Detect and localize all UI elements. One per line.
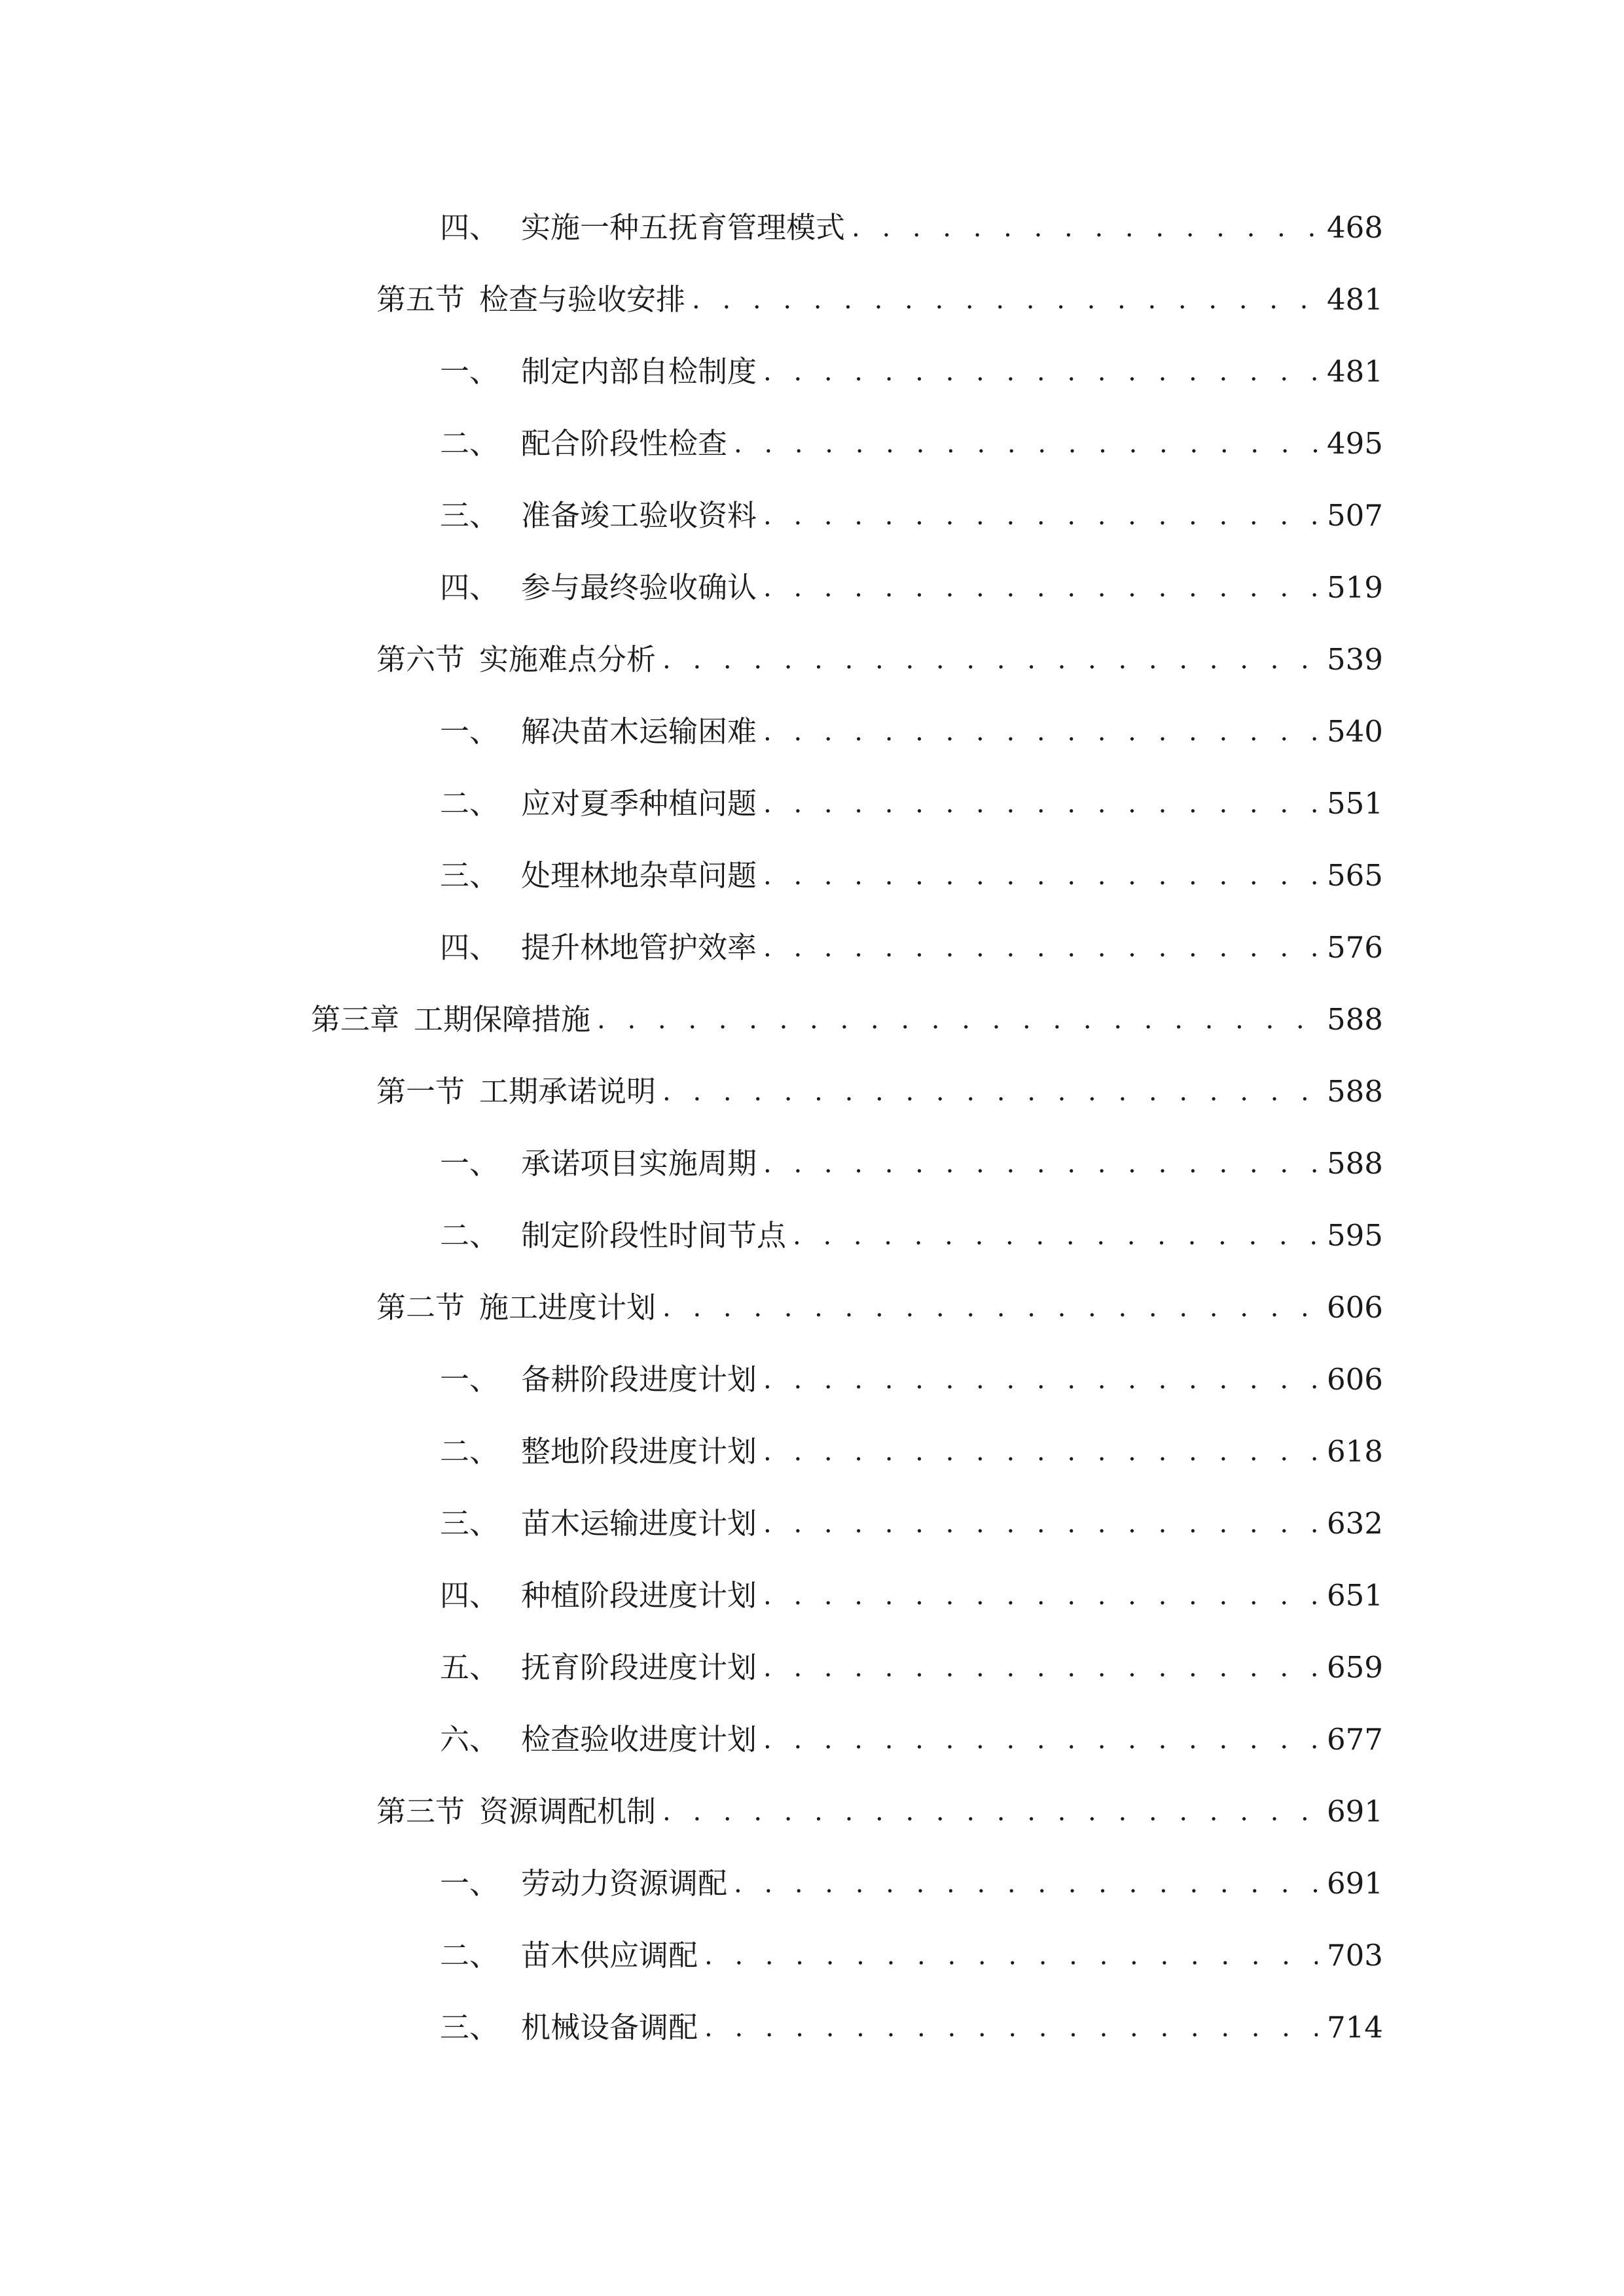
entry-page-number: 691: [1327, 1866, 1383, 1901]
entry-page-number: 703: [1327, 1938, 1383, 1973]
dot-leader: [662, 634, 1318, 686]
entry-page-number: 540: [1327, 714, 1383, 749]
entry-number: 六、: [440, 1722, 499, 1757]
entry-title: 配合阶段性检查: [521, 426, 728, 461]
entry-number: 四、: [440, 210, 499, 245]
toc-entry[interactable]: [440, 922, 1383, 974]
toc-entry[interactable]: [440, 490, 1383, 542]
toc-entry[interactable]: [440, 1713, 1383, 1766]
toc-entry[interactable]: [440, 2001, 1383, 2054]
dot-leader: [662, 1785, 1318, 1838]
entry-number: 一、: [440, 714, 499, 749]
entry-number: 第三节: [376, 1794, 465, 1829]
dot-leader: [662, 1282, 1318, 1334]
toc-entry[interactable]: [440, 1498, 1383, 1550]
entry-page-number: 588: [1327, 1146, 1383, 1181]
entry-page-number: 507: [1327, 498, 1383, 533]
dot-leader: [662, 1066, 1318, 1118]
toc-entry[interactable]: [311, 994, 1383, 1046]
dot-leader: [763, 346, 1318, 398]
entry-title: 资源调配机制: [479, 1794, 657, 1829]
dot-leader: [704, 2001, 1318, 2054]
entry-page-number: 468: [1327, 210, 1383, 245]
entry-number: 四、: [440, 1578, 499, 1613]
dot-leader: [763, 850, 1318, 902]
entry-page-number: 606: [1327, 1290, 1383, 1325]
dot-leader: [734, 1857, 1318, 1910]
entry-title: 整地阶段进度计划: [521, 1434, 757, 1469]
entry-number: 第五节: [376, 282, 465, 317]
entry-number: 三、: [440, 858, 499, 893]
entry-number: 三、: [440, 2010, 499, 2045]
entry-number: 第六节: [376, 642, 465, 677]
toc-entry[interactable]: [376, 1066, 1383, 1118]
entry-title: 苗木供应调配: [521, 1938, 698, 1973]
entry-page-number: 618: [1327, 1434, 1383, 1469]
dot-leader: [763, 922, 1318, 974]
entry-number: 三、: [440, 1506, 499, 1541]
entry-number: 四、: [440, 930, 499, 965]
dot-leader: [852, 202, 1318, 254]
entry-title: 工期承诺说明: [479, 1074, 657, 1109]
entry-title: 机械设备调配: [521, 2010, 698, 2045]
dot-leader: [763, 1426, 1318, 1478]
dot-leader: [763, 706, 1318, 758]
toc-entry[interactable]: [440, 346, 1383, 398]
entry-number: 第一节: [376, 1074, 465, 1109]
entry-number: 二、: [440, 786, 499, 821]
entry-page-number: 714: [1327, 2010, 1383, 2045]
dot-leader: [763, 1713, 1318, 1766]
entry-number: 一、: [440, 1146, 499, 1181]
entry-page-number: 651: [1327, 1578, 1383, 1613]
entry-title: 施工进度计划: [479, 1290, 657, 1325]
toc-entry[interactable]: [440, 850, 1383, 902]
entry-title: 检查验收进度计划: [521, 1722, 757, 1757]
entry-title: 应对夏季种植问题: [521, 786, 757, 821]
toc-entry[interactable]: [440, 1570, 1383, 1622]
toc-entry[interactable]: [440, 1929, 1383, 1982]
dot-leader: [692, 274, 1318, 326]
entry-title: 检查与验收安排: [479, 282, 686, 317]
entry-title: 劳动力资源调配: [521, 1866, 728, 1901]
entry-number: 四、: [440, 570, 499, 605]
entry-number: 二、: [440, 1434, 499, 1469]
toc-entry[interactable]: [440, 1857, 1383, 1910]
toc-entry[interactable]: [376, 1785, 1383, 1838]
dot-leader: [793, 1210, 1318, 1262]
entry-title: 处理林地杂草问题: [521, 858, 757, 893]
toc-entry[interactable]: [440, 202, 1383, 254]
dot-leader: [763, 1498, 1318, 1550]
toc-entry[interactable]: [440, 1210, 1383, 1262]
entry-title: 实施一种五抚育管理模式: [521, 210, 846, 245]
dot-leader: [704, 1929, 1318, 1982]
entry-number: 第三章: [311, 1002, 400, 1037]
entry-page-number: 691: [1327, 1794, 1383, 1829]
entry-number: 一、: [440, 1362, 499, 1397]
entry-page-number: 481: [1327, 282, 1383, 317]
entry-page-number: 481: [1327, 354, 1383, 389]
toc-entry[interactable]: [440, 1641, 1383, 1694]
entry-page-number: 588: [1327, 1074, 1383, 1109]
toc-entry[interactable]: [376, 634, 1383, 686]
toc-entry[interactable]: [440, 418, 1383, 470]
dot-leader: [763, 1641, 1318, 1694]
entry-page-number: 495: [1327, 426, 1383, 461]
entry-page-number: 588: [1327, 1002, 1383, 1037]
entry-number: 二、: [440, 1218, 499, 1253]
toc-entry[interactable]: [440, 706, 1383, 758]
dot-leader: [763, 562, 1318, 614]
entry-number: 一、: [440, 354, 499, 389]
entry-title: 实施难点分析: [479, 642, 657, 677]
entry-page-number: 565: [1327, 858, 1383, 893]
entry-title: 准备竣工验收资料: [521, 498, 757, 533]
entry-number: 一、: [440, 1866, 499, 1901]
dot-leader: [597, 994, 1318, 1046]
entry-page-number: 595: [1327, 1218, 1383, 1253]
toc-entry[interactable]: [440, 1354, 1383, 1406]
toc-entry[interactable]: [440, 778, 1383, 830]
entry-page-number: 576: [1327, 930, 1383, 965]
entry-title: 参与最终验收确认: [521, 570, 757, 605]
toc-entry[interactable]: [440, 1138, 1383, 1190]
dot-leader: [763, 1354, 1318, 1406]
entry-page-number: 539: [1327, 642, 1383, 677]
entry-page-number: 519: [1327, 570, 1383, 605]
entry-title: 解决苗木运输困难: [521, 714, 757, 749]
dot-leader: [763, 1138, 1318, 1190]
dot-leader: [763, 778, 1318, 830]
entry-number: 二、: [440, 1938, 499, 1973]
entry-number: 三、: [440, 498, 499, 533]
toc-entry[interactable]: [440, 1426, 1383, 1478]
entry-title: 种植阶段进度计划: [521, 1578, 757, 1613]
entry-title: 苗木运输进度计划: [521, 1506, 757, 1541]
dot-leader: [763, 1570, 1318, 1622]
dot-leader: [763, 490, 1318, 542]
entry-number: 五、: [440, 1650, 499, 1685]
entry-number: 第二节: [376, 1290, 465, 1325]
toc-entry[interactable]: [376, 274, 1383, 326]
dot-leader: [734, 418, 1318, 470]
entry-title: 备耕阶段进度计划: [521, 1362, 757, 1397]
entry-page-number: 659: [1327, 1650, 1383, 1685]
entry-number: 二、: [440, 426, 499, 461]
entry-title: 承诺项目实施周期: [521, 1146, 757, 1181]
entry-title: 制定阶段性时间节点: [521, 1218, 787, 1253]
toc-entry[interactable]: [440, 562, 1383, 614]
entry-title: 工期保障措施: [414, 1002, 591, 1037]
toc-entry[interactable]: [376, 1282, 1383, 1334]
entry-page-number: 677: [1327, 1722, 1383, 1757]
entry-page-number: 632: [1327, 1506, 1383, 1541]
entry-title: 抚育阶段进度计划: [521, 1650, 757, 1685]
entry-title: 制定内部自检制度: [521, 354, 757, 389]
entry-page-number: 606: [1327, 1362, 1383, 1397]
entry-title: 提升林地管护效率: [521, 930, 757, 965]
entry-page-number: 551: [1327, 786, 1383, 821]
